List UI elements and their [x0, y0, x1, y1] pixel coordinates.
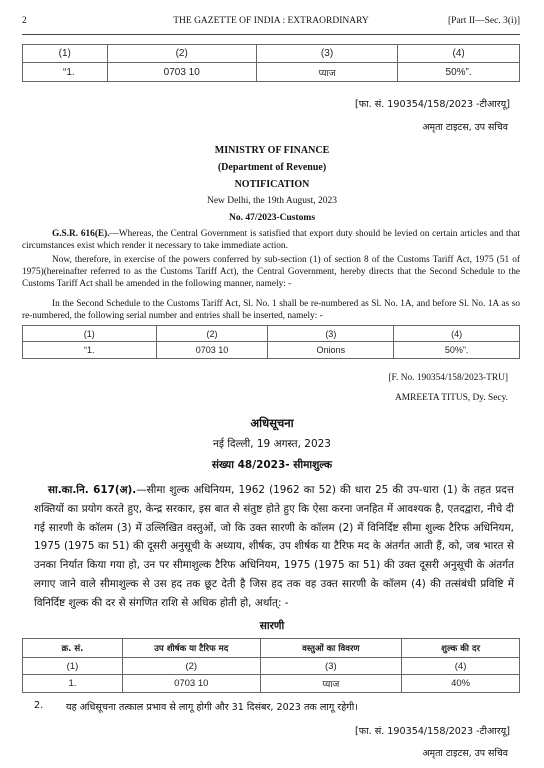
table-cell: 0703 10: [156, 342, 268, 359]
table-header: उप शीर्षक या टैरिफ मद: [122, 639, 260, 658]
hindi-para-1: [34, 481, 514, 613]
col-num: (1): [23, 658, 123, 675]
section-label: [Part II—Sec. 3(i)]: [447, 16, 520, 26]
table-header: वस्तुओं का विवरण: [260, 639, 402, 658]
signature-hindi: अमृता टाइटस, उप सचिव: [422, 748, 508, 759]
table-cell: प्याज: [256, 63, 397, 82]
hindi-table: [22, 638, 520, 693]
hindi-para-2: यह अधिसूचना तत्काल प्रभाव से लागू होगी और 31 दिसंबर, 2023 तक लागू रहेगी।: [66, 702, 358, 713]
ministry-title: MINISTRY OF FINANCE: [214, 145, 330, 156]
gsr-number-hindi: सा.का.नि. 617(अ).: [48, 484, 137, 496]
hindi-notification-number: संख्या 48/2023- सीमाशुल्क: [211, 459, 333, 471]
para-text: —सीमा शुल्क अधिनियम, 1962 (1962 का 52) की धारा 25 की उप-धारा (1) के तहत प्रदत्त शक्तियों का प्रयोग करते हुए, केन्द्र सरकार, इस बात से संतुष्ट होते हुए कि ऐसा करना जनहित में आवश्यक है, एतदद्वारा, नीचे दी गई सारणी के कॉलम (3) में उल्लिखित वस्तुओं, जो कि उक्त सारणी के कॉलम (2) में विनिर्दिष्ट सीमा शुल्क टैरिफ अधिनियम, 1975 (1975 का 51) की दूसरी अनुसूची के अध्याय, शीर्षक, उप शीर्षक या टैरिफ मद के अंतर्गत आती हैं, को, जब भारत से उनका निर्यात किया गया हो, उन पर सीमाशुल्क टैरिफ अधिनियम, 1975 (1975 का 51) की उक्त दूसरी अनुसूची के अंतर्गत लगाए जाने वाले सीमाशुल्क से उस हद तक छूट देती है जिस हद तक वह उक्त सारणी के कॉलम (4) की तत्संबंधी प्रविष्टि में विनिर्दिष्ट शुल्क की दर से संगणित राशि से अधिक होती हो, अर्थात्: -: [34, 484, 514, 609]
col-num: (2): [156, 326, 268, 342]
col-num: (3): [268, 326, 394, 342]
place-date: New Delhi, the 19th August, 2023: [206, 196, 338, 206]
hindi-heading: अधिसूचना: [250, 416, 294, 430]
page-number: 2: [22, 16, 27, 26]
notification-number: No. 47/2023-Customs: [228, 213, 316, 223]
col-num: (4): [402, 658, 520, 675]
col-num: (1): [23, 326, 157, 342]
table-cell: Onions: [268, 342, 394, 359]
hindi-para-2-number: 2.: [34, 700, 44, 711]
table-cell: 50%”.: [398, 63, 520, 82]
english-para-3: In the Second Schedule to the Customs Tariff Act, Sl. No. 1 shall be re-numbered as Sl. No. 1A, and before Sl. No. 1A as so re-numbered, the following serial number and entries shall be inserted, namely: -: [22, 299, 520, 321]
hindi-continued-table: [22, 44, 520, 82]
table-cell: 50%”.: [394, 342, 520, 359]
notification-heading: NOTIFICATION: [234, 179, 310, 190]
table-cell: 0703 10: [122, 675, 260, 693]
table-cell: 1.: [23, 675, 123, 693]
file-number-english: [F. No. 190354/158/2023-TRU]: [388, 373, 508, 383]
gazette-title: THE GAZETTE OF INDIA : EXTRAORDINARY: [173, 16, 369, 26]
hindi-table-title: सारणी: [259, 620, 285, 632]
english-table: [22, 325, 520, 359]
col-num: (2): [107, 45, 256, 63]
col-num: (4): [394, 326, 520, 342]
table-header: शुल्क की दर: [402, 639, 520, 658]
page-header: [22, 14, 520, 35]
signature-hindi-top: अमृता टाइटस, उप सचिव: [422, 122, 508, 133]
col-num: (1): [23, 45, 108, 63]
col-num: (4): [398, 45, 520, 63]
english-para-2: Now, therefore, in exercise of the powers conferred by sub-section (1) of section 8 of the Customs Tariff Act, 1975 (51 of 1975)(hereinafter referred to as the Customs Tariff Act), the Central Government, hereby directs that the Second Schedule to the Customs Tariff Act shall be amended in the following manner, namely: -: [22, 255, 520, 289]
department-title: (Department of Revenue): [217, 162, 327, 173]
hindi-place-date: नई दिल्ली, 19 अगस्त, 2023: [213, 438, 331, 450]
table-header: क्र. सं.: [23, 639, 123, 658]
col-num: (3): [260, 658, 402, 675]
file-number-hindi-top: [फा. सं. 190354/158/2023 -टीआरयू]: [355, 99, 510, 110]
gsr-number: G.S.R. 616(E).: [52, 229, 110, 239]
signature-english: AMREETA TITUS, Dy. Secy.: [395, 393, 508, 403]
table-cell: “1.: [23, 342, 157, 359]
col-num: (2): [122, 658, 260, 675]
english-para-1: [22, 228, 520, 252]
table-cell: प्याज: [260, 675, 402, 693]
table-cell: 40%: [402, 675, 520, 693]
table-cell: 0703 10: [107, 63, 256, 82]
table-cell: “1.: [23, 63, 108, 82]
col-num: (3): [256, 45, 397, 63]
file-number-hindi: [फा. सं. 190354/158/2023 -टीआरयू]: [355, 726, 510, 737]
para-text: —Whereas, the Central Government is satisfied that export duty should be levied on certain articles and that circumstances exist which render it necessary to take immediate action.: [22, 229, 521, 251]
